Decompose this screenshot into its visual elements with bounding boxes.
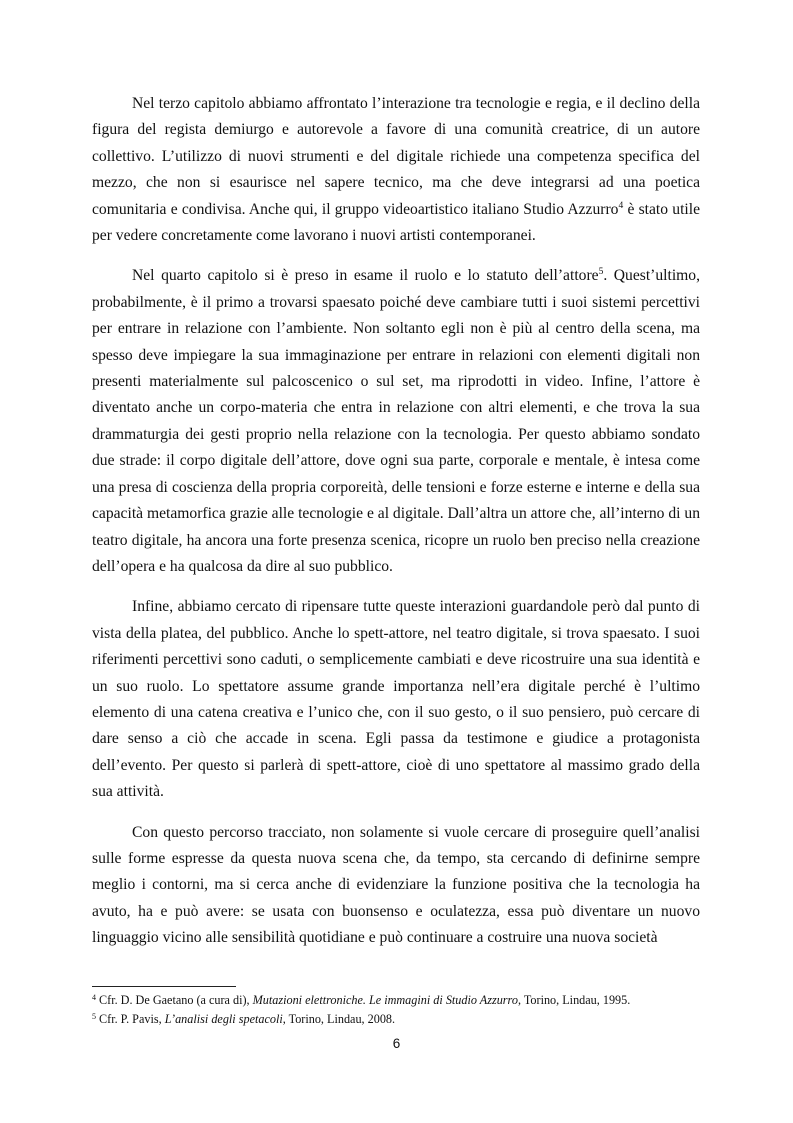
paragraph-audience: [92, 594, 700, 805]
footnote-number: 5: [92, 1012, 96, 1021]
paragraph-text-continued: è stato utile per vedere concretamente come lavorano i nuovi artisti contemporanei.: [92, 200, 700, 245]
footnote-separator: [92, 986, 236, 987]
paragraph-chapter-four: [92, 263, 700, 580]
footnote-text-end: , Torino, Lindau, 1995.: [517, 993, 631, 1007]
footnotes: [92, 991, 700, 1029]
footnote-reference[interactable]: 5: [598, 267, 604, 278]
page-number: 6: [392, 1036, 401, 1051]
paragraph-text: Nel terzo capitolo abbiamo affrontato l’interazione tra tecnologie e regia, e il declino della figura del regista demiurgo e autorevole a favore di una comunità creatrice, di un autore collettivo. L’utilizzo di nuovi strumenti e del digitale richiede una competenza specifica del mezzo, che non si esaurisce nel sapere tecnico, ma che deve integrarsi ad una poetica comunitaria e condivisa. Anche qui, il gruppo videoartistico italiano Studio Azzurro: [92, 95, 700, 218]
footnote-item: [92, 991, 700, 1010]
footnote-text: Cfr. D. De Gaetano (a cura di),: [99, 993, 253, 1007]
paragraph-chapter-three: [92, 91, 700, 249]
paragraph-text-continued: . Quest’ultimo, probabilmente, è il primo a trovarsi spaesato poiché deve cambiare tutti i suoi sistemi percettivi per entrare in relazione con l’ambiente. Non soltanto egli non è più al centro della scena, ma spesso deve impiegare la sua immaginazione per entrare in relazioni con elementi digitali non presenti materialmente sul palcoscenico o sul set, ma riprodotti in video. Infine, l’attore è diventato anche un corpo-materia che entra in relazione con altri elementi, e che trova la sua drammaturgia dei gesti proprio nella relazione con la tecnologia. Per questo abbiamo sondato due strade: il corpo digitale dell’attore, dove ogni sua parte, corporale e mentale, è intesa come una presa di coscienza della propria corporeità, delle tensioni e forze esterne e interne e della sua capacità metamorfica grazie alle tecnologie e al digitale. Dall’altra un attore che, all’interno di un teatro digitale, ha ancora una forte presenza scenica, ricopre un ruolo ben preciso nella creazione dell’opera e ha qualcosa da dire al suo pubblico.: [92, 267, 700, 575]
paragraph-text: Nel quarto capitolo si è preso in esame il ruolo e lo statuto dell’attore: [132, 267, 599, 285]
footnote-reference[interactable]: 4: [618, 200, 624, 211]
footnote-title: L’analisi degli spetacoli: [164, 1012, 283, 1026]
footnote-number: 4: [92, 993, 96, 1002]
footnote-item: [92, 1010, 700, 1029]
paragraph-text: Con questo percorso tracciato, non solamente si vuole cercare di proseguire quell’analisi sulle forme espresse da questa nuova scena che, da tempo, sta cercando di definirne sempre meglio i contorni, ma si cerca anche di evidenziare la funzione positiva che la tecnologia ha avuto, ha e può avere: se usata con buonsenso e oculatezza, essa può diventare un nuovo linguaggio vicino alle sensibilità quotidiane e può continuare a costruire una nuova società: [92, 823, 700, 947]
footnote-title: Mutazioni elettroniche. Le immagini di Studio Azzurro: [252, 993, 518, 1007]
footnote-text-end: , Torino, Lindau, 2008.: [282, 1012, 396, 1026]
paragraph-text: Infine, abbiamo cercato di ripensare tutte queste interazioni guardandole però dal punto di vista della platea, del pubblico. Anche lo spett-attore, nel teatro digitale, si trova spaesato. I suoi riferimenti percettivi sono caduti, o semplicemente cambiati e deve ricostruire una sua identità e un suo ruolo. Lo spettatore assume grande importanza nell’era digitale perché è l’ultimo elemento di una catena creativa e l’unico che, con il suo gesto, o il suo pensiero, può cercare di dare senso a ciò che accade in scena. Egli passa da testimone e giudice a protagonista dell’evento. Per questo si parlerà di spett-attore, cioè di uno spettatore al massimo grado della sua attività.: [92, 598, 700, 801]
footnote-text: Cfr. P. Pavis,: [99, 1012, 165, 1026]
body-text: [92, 91, 700, 952]
paragraph-conclusion: [92, 820, 700, 952]
